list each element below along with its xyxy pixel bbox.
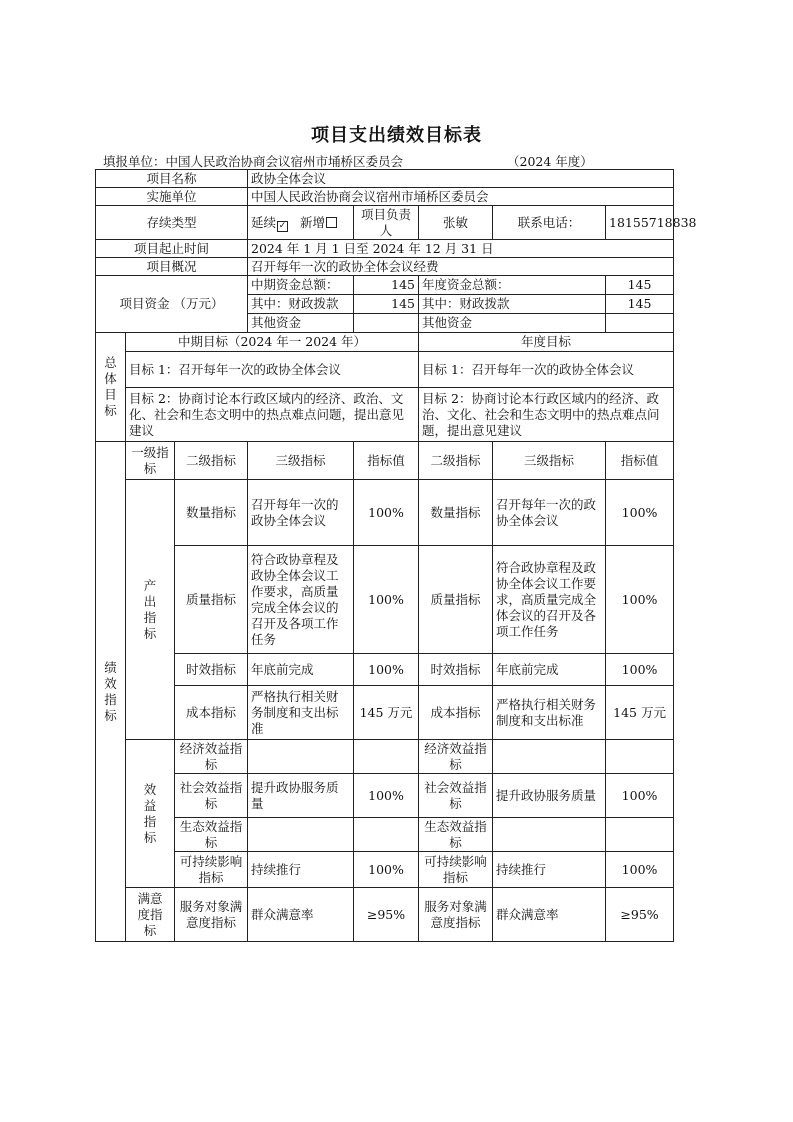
header-level2: 二级指标 [175,442,248,480]
row-l3: 符合政协章程及政协全体会议工作要求，高质量完成全体会议的召开及各项工作任务 [248,546,354,654]
project-name-value: 政协全体会议 [248,170,674,188]
mid-goal-header: 中期目标（2024 年一 2024 年） [126,333,419,352]
impl-unit-value: 中国人民政治协商会议宿州市埇桥区委员会 [248,188,674,206]
row-l3-year: 提升政协服务质量 [493,774,606,818]
row-l3: 召开每年一次的政协全体会议 [248,480,354,546]
row-l2: 可持续影响 指标 [175,852,248,888]
row-value: 100% [354,774,419,818]
row-l3: 年底前完成 [248,654,354,686]
overall-goal-label: 总体目标 [96,333,126,442]
row-l2-year: 可持续影响 指标 [419,852,493,888]
row-l2: 社会效益指标 [175,774,248,818]
year-total-label: 年度资金总额： [419,276,606,295]
row-l2: 成本指标 [175,686,248,740]
page-title: 项目支出绩效目标表 [311,125,482,146]
header-level3: 三级指标 [248,442,354,480]
type-label: 存续类型 [96,206,248,240]
row-l2-year: 成本指标 [419,686,493,740]
leader-label: 项目负责人 [354,206,419,240]
row-l2: 质量指标 [175,546,248,654]
row-value-year: ≥95% [606,888,674,942]
row-l2: 生态效益指标 [175,818,248,852]
mid-other-value [354,314,419,333]
row-value: ≥95% [354,888,419,942]
row-l2: 经济效益指标 [175,740,248,774]
impl-unit-label: 实施单位 [96,188,248,206]
row-l2-year: 数量指标 [419,480,493,546]
overview-label: 项目概况 [96,258,248,276]
row-value: 100% [354,480,419,546]
year-other-label: 其他资金 [419,314,606,333]
header-value-year: 指标值 [606,442,674,480]
benefit-indicator-label: 效益指标 [126,740,175,888]
row-l3: 群众满意率 [248,888,354,942]
row-value-year: 100% [606,480,674,546]
year-fiscal-label: 其中：财政拨款 [419,295,606,314]
row-l2-year: 服务对象满意度指标 [419,888,493,942]
row-l3-year: 持续推行 [493,852,606,888]
year-total-value: 145 [606,276,674,295]
row-l3-year [493,740,606,774]
row-l3 [248,740,354,774]
phone-label: 联系电话： [493,206,606,240]
type-new-label: 新增 [299,214,325,230]
row-l3: 严格执行相关财务制度和支出标准 [248,686,354,740]
row-l3-year: 年底前完成 [493,654,606,686]
mid-goal-1: 目标 1：召开每年一次的政协全体会议 [126,352,419,388]
row-value-year: 100% [606,654,674,686]
type-options [248,206,354,240]
row-value-year: 100% [606,774,674,818]
row-l3 [248,818,354,852]
row-l2: 数量指标 [175,480,248,546]
row-l2-year: 社会效益指标 [419,774,493,818]
row-l3-year: 严格执行相关财务制度和支出标准 [493,686,606,740]
year-goal-2: 目标 2：协商讨论本行政区域内的经济、政治、文化、社会和生态文明中的热点难点问题，提出意见建议 [419,388,674,442]
header-level3-year: 三级指标 [493,442,606,480]
satisfaction-indicator-label: 满意度指标 [126,888,175,942]
row-l2-year: 时效指标 [419,654,493,686]
header-value: 指标值 [354,442,419,480]
header-level2-year: 二级指标 [419,442,493,480]
mid-fiscal-value: 145 [354,295,419,314]
row-value [354,740,419,774]
type-continue-checkbox[interactable]: ✓ [278,220,287,231]
year-fiscal-value: 145 [606,295,674,314]
mid-other-label: 其他资金 [248,314,354,333]
row-value [354,818,419,852]
row-value: 100% [354,852,419,888]
row-value: 145 万元 [354,686,419,740]
period-label: 项目起止时间 [96,240,248,258]
type-new-checkbox[interactable] [326,217,337,228]
row-value-year: 100% [606,852,674,888]
leader-value: 张敏 [419,206,493,240]
year-goal-1: 目标 1：召开每年一次的政协全体会议 [419,352,674,388]
row-l3: 提升政协服务质量 [248,774,354,818]
row-l2: 服务对象满意度指标 [175,888,248,942]
performance-target-table [95,169,697,942]
report-year: （2024 年度） [507,154,593,169]
mid-total-label: 中期资金总额： [248,276,354,295]
row-l3: 持续推行 [248,852,354,888]
row-l2-year: 质量指标 [419,546,493,654]
row-l3-year [493,818,606,852]
header-level1: 一级指标 [126,442,175,480]
funds-label: 项目资金 （万元） [96,276,248,333]
year-other-value [606,314,674,333]
mid-total-value: 145 [354,276,419,295]
row-l2-year: 生态效益指标 [419,818,493,852]
type-continue-label: 延续 [251,214,277,230]
overview-value: 召开每年一次的政协全体会议经费 [248,258,674,276]
row-value-year [606,818,674,852]
row-l3-year: 群众满意率 [493,888,606,942]
year-goal-header: 年度目标 [419,333,674,352]
row-l3-year: 符合政协章程及政协全体会议工作要求，高质量完成全体会议的召开及各项工作任务 [493,546,606,654]
mid-goal-2: 目标 2：协商讨论本行政区域内的经济、政治、文化、社会和生态文明中的热点难点问题，提出意见建议 [126,388,419,442]
period-value: 2024 年 1 月 1 日至 2024 年 12 月 31 日 [248,240,674,258]
reporting-unit: 填报单位：中国人民政治协商会议宿州市埇桥区委员会 [103,154,404,169]
row-l2-year: 经济效益指标 [419,740,493,774]
row-l2: 时效指标 [175,654,248,686]
row-value-year: 145 万元 [606,686,674,740]
row-value-year [606,740,674,774]
row-value-year: 100% [606,546,674,654]
row-value: 100% [354,546,419,654]
row-value: 100% [354,654,419,686]
project-name-label: 项目名称 [96,170,248,188]
mid-fiscal-label: 其中：财政拨款 [248,295,354,314]
row-l3-year: 召开每年一次的政协全体会议 [493,480,606,546]
phone-value: 18155718838 [606,206,674,240]
output-indicator-label: 产出指标 [126,480,175,740]
perf-label: 绩效指标 [96,442,126,942]
